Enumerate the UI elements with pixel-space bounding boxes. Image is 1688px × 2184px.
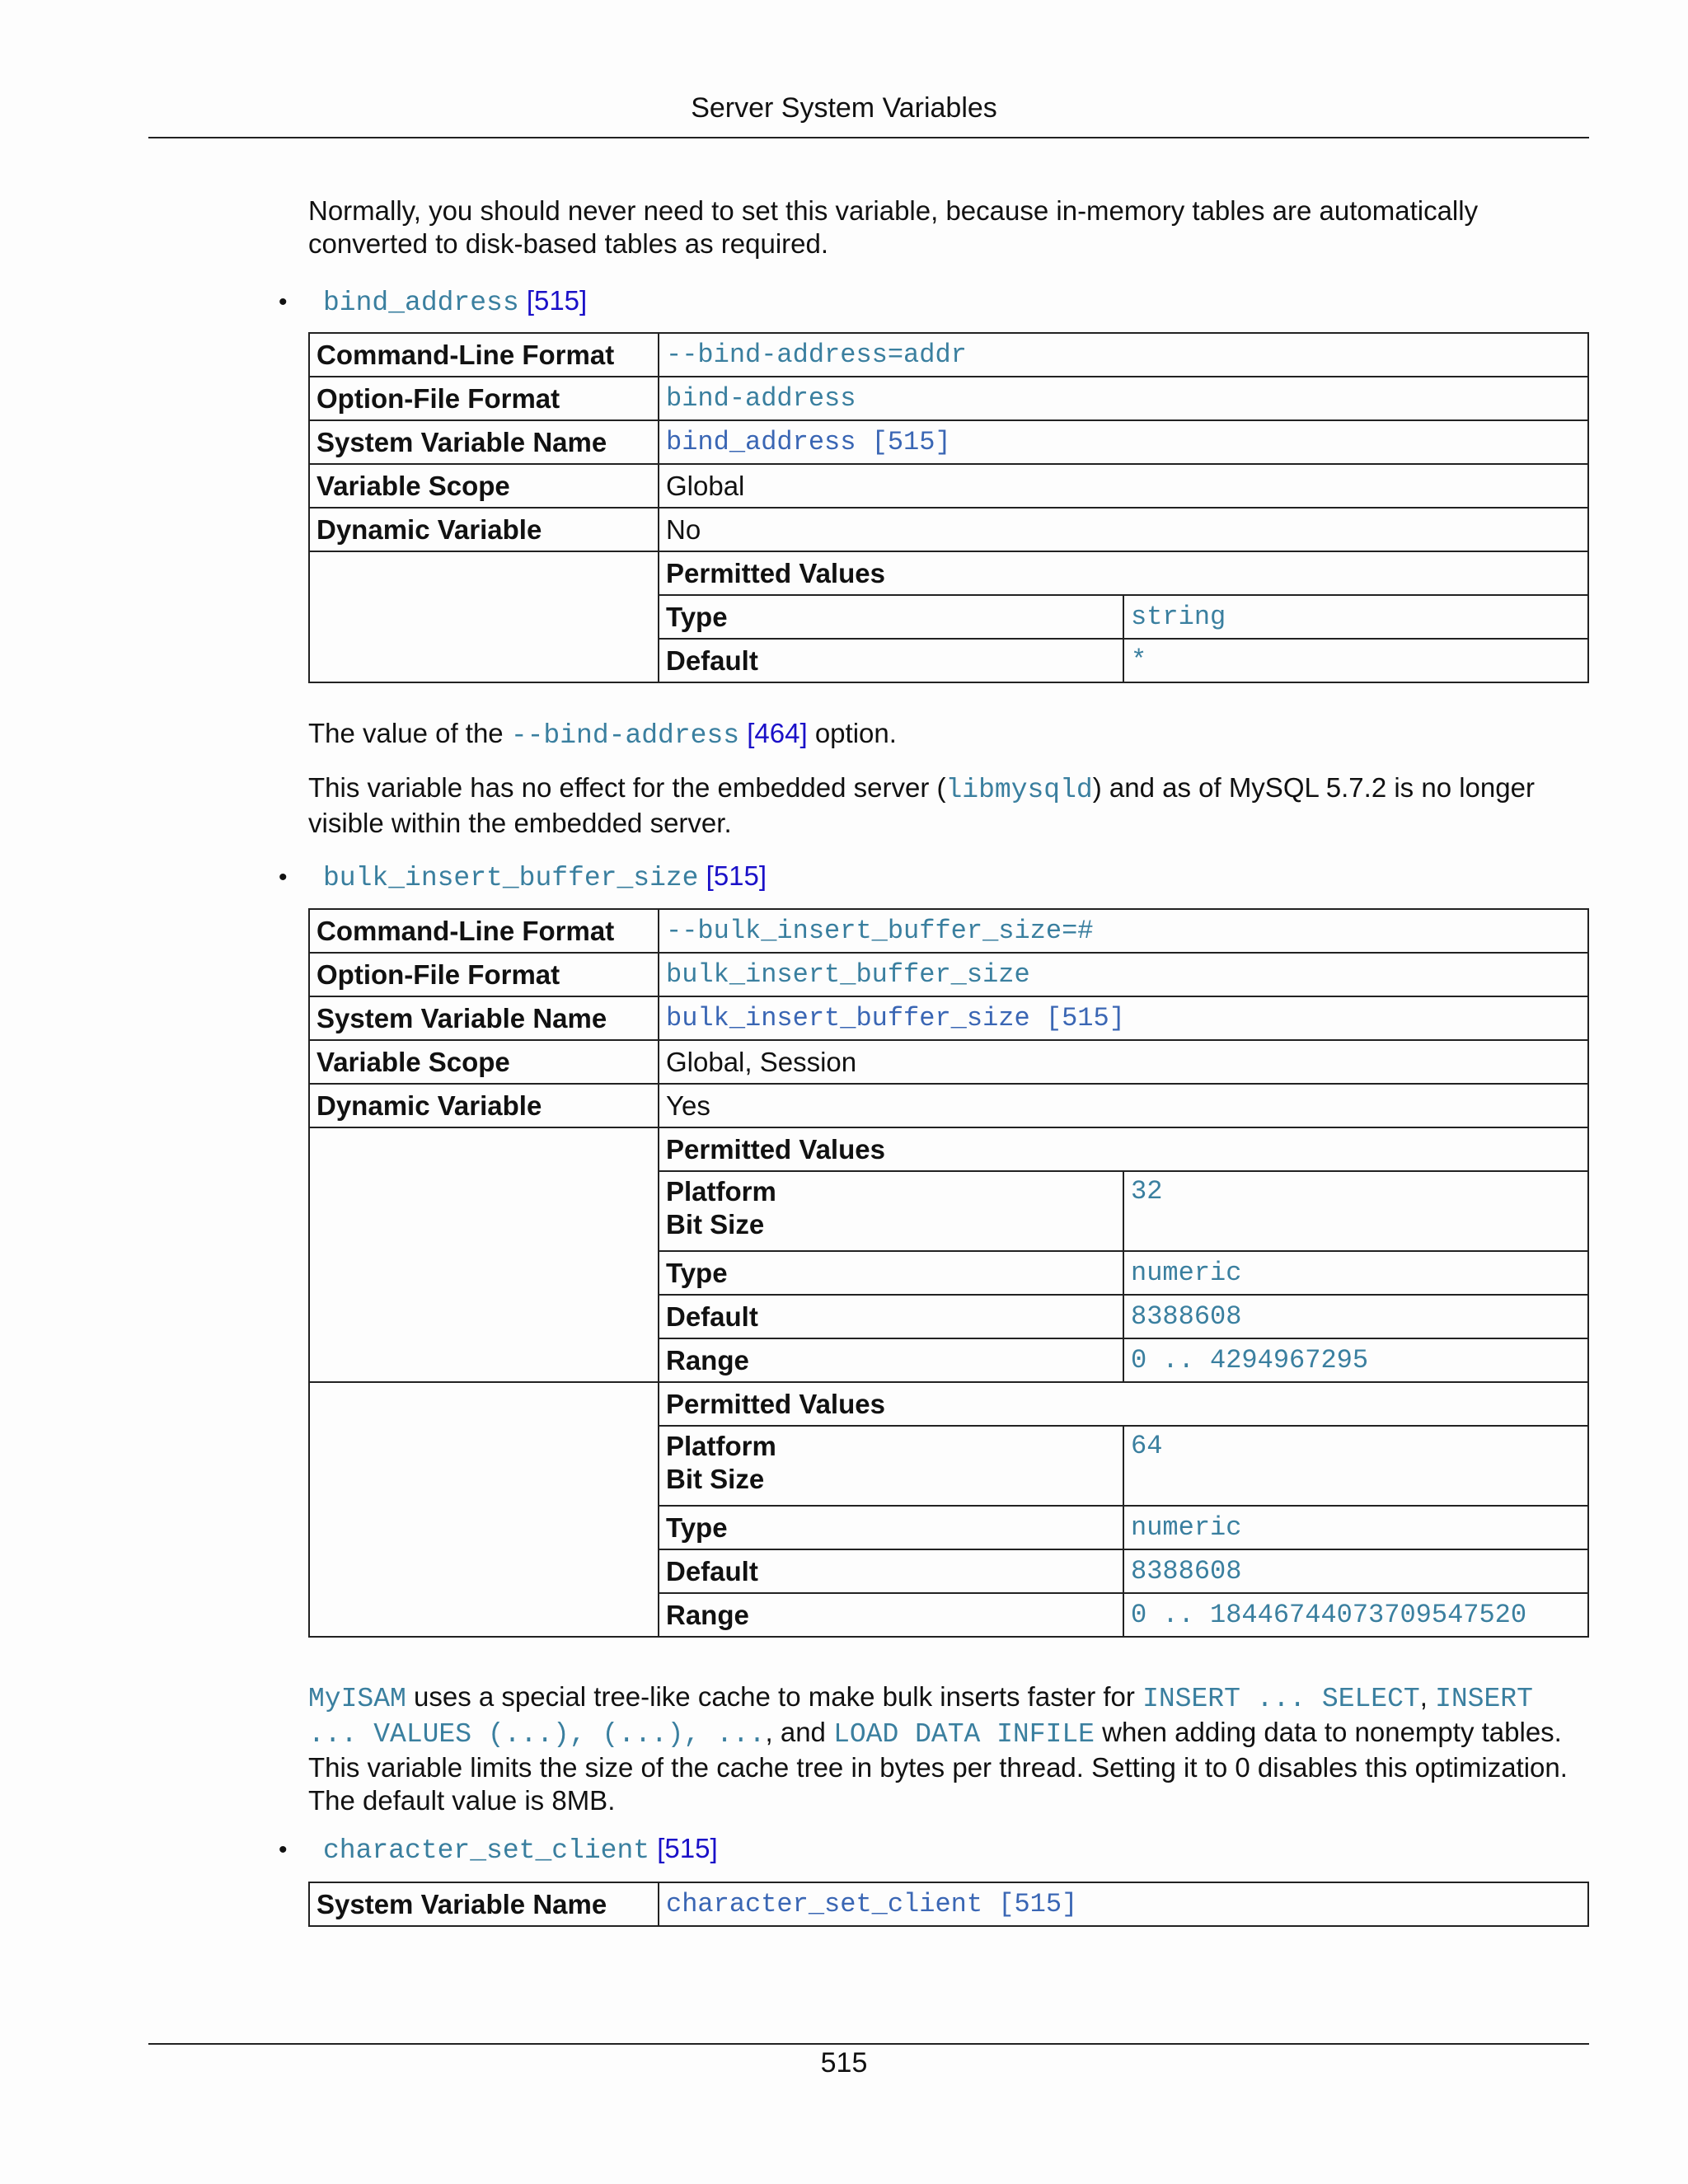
bullet-bind-address	[279, 284, 587, 320]
bulk-insert-table	[308, 908, 1589, 1638]
bullet-bulk-insert	[279, 860, 767, 895]
table-row	[309, 464, 1588, 508]
type-value: numeric	[1123, 1251, 1588, 1295]
myisam-link[interactable]: MyISAM	[308, 1684, 406, 1714]
page-ref-link[interactable]: [464]	[747, 718, 808, 748]
type-label: Type	[659, 1251, 1123, 1295]
option-file-label: Option-File Format	[309, 953, 659, 996]
platform-label: Platform	[666, 1176, 776, 1207]
table-row	[309, 551, 1588, 595]
bind-address-table	[308, 332, 1589, 683]
type-label: Type	[659, 1506, 1123, 1549]
load-data-link[interactable]: LOAD DATA INFILE	[833, 1719, 1095, 1750]
scope-label: Variable Scope	[309, 464, 659, 508]
variable-link-character-set-client[interactable]: character_set_client	[323, 1835, 650, 1866]
bit-size-label: Bit Size	[666, 1209, 765, 1240]
desc-text: This variable has no effect for the embedded server (	[308, 772, 946, 803]
system-variable-link[interactable]: character_set_client [515]	[659, 1882, 1588, 1926]
table-row	[309, 909, 1588, 953]
bullet-icon: •	[279, 1836, 288, 1863]
header-divider	[148, 137, 1589, 138]
scope-label: Variable Scope	[309, 1040, 659, 1084]
default-label: Default	[659, 1295, 1123, 1338]
desc-text: The value of the	[308, 718, 511, 748]
character-set-client-table	[308, 1882, 1589, 1927]
type-value: numeric	[1123, 1506, 1588, 1549]
bind-address-description	[308, 717, 1578, 752]
bullet-icon: •	[279, 288, 288, 316]
scope-value: Global	[659, 464, 1588, 508]
default-value: 8388608	[1123, 1295, 1588, 1338]
table-row	[309, 1084, 1588, 1127]
dynamic-value: Yes	[659, 1084, 1588, 1127]
scope-value: Global, Session	[659, 1040, 1588, 1084]
option-file-value[interactable]: bind-address	[659, 377, 1588, 420]
system-variable-link[interactable]: bulk_insert_buffer_size [515]	[659, 996, 1588, 1040]
bit-size-label: Bit Size	[666, 1464, 765, 1494]
embedded-server-note	[308, 771, 1578, 840]
desc-text: ) and as of MySQL 5.7.2 is no longer visible within the embedded server.	[308, 772, 1535, 838]
platform-bit-size-label	[659, 1426, 1123, 1506]
type-value: string	[1123, 595, 1588, 639]
dynamic-value: No	[659, 508, 1588, 551]
platform-bit-size-value: 32	[1123, 1171, 1588, 1251]
cmd-format-value[interactable]: --bind-address=addr	[659, 333, 1588, 377]
insert-values-link[interactable]: INSERT ... VALUES (...), (...), ...	[308, 1684, 1533, 1750]
bullet-character-set-client	[279, 1832, 718, 1868]
insert-select-link[interactable]: INSERT ... SELECT	[1142, 1684, 1420, 1714]
desc-text: when adding data to nonempty tables. This variable limits the size of the cache tree in bytes per thread. Setting it to 0 disables this optimization. The default value is 8MB.	[308, 1717, 1568, 1816]
libmysqld-code[interactable]: libmysqld	[945, 775, 1093, 805]
system-variable-label: System Variable Name	[309, 420, 659, 464]
empty-cell	[309, 551, 659, 682]
empty-cell	[309, 1127, 659, 1382]
table-row	[309, 333, 1588, 377]
desc-text: uses a special tree-like cache to make bulk inserts faster for	[406, 1681, 1143, 1712]
option-file-label: Option-File Format	[309, 377, 659, 420]
range-label: Range	[659, 1593, 1123, 1637]
cmd-format-label: Command-Line Format	[309, 333, 659, 377]
page-ref-link[interactable]: [515]	[657, 1833, 718, 1863]
page-header-title: Server System Variables	[691, 92, 997, 124]
system-variable-link[interactable]: bind_address [515]	[659, 420, 1588, 464]
table-row	[309, 377, 1588, 420]
table-row	[309, 1882, 1588, 1926]
default-value: *	[1123, 639, 1588, 682]
page-ref-link[interactable]: [515]	[706, 860, 767, 891]
type-label: Type	[659, 595, 1123, 639]
table-row	[309, 1040, 1588, 1084]
variable-link-bulk-insert[interactable]: bulk_insert_buffer_size	[323, 863, 699, 893]
table-row	[309, 1127, 1588, 1171]
empty-cell	[309, 1382, 659, 1637]
desc-text: ,	[1419, 1681, 1428, 1712]
page-ref-link[interactable]: [515]	[526, 285, 588, 316]
table-row	[309, 953, 1588, 996]
permitted-values-heading: Permitted Values	[659, 551, 1588, 595]
platform-bit-size-value: 64	[1123, 1426, 1588, 1506]
range-value: 0 .. 18446744073709547520	[1123, 1593, 1588, 1637]
table-row	[309, 508, 1588, 551]
default-value: 8388608	[1123, 1549, 1588, 1593]
table-row	[309, 420, 1588, 464]
dynamic-label: Dynamic Variable	[309, 1084, 659, 1127]
platform-label: Platform	[666, 1431, 776, 1461]
system-variable-label: System Variable Name	[309, 996, 659, 1040]
system-variable-label: System Variable Name	[309, 1882, 659, 1926]
permitted-values-heading: Permitted Values	[659, 1127, 1588, 1171]
intro-paragraph: Normally, you should never need to set this variable, because in-memory tables are automatically converted to disk-based tables as required.	[308, 195, 1479, 259]
cmd-format-value[interactable]: --bulk_insert_buffer_size=#	[659, 909, 1588, 953]
cmd-format-label: Command-Line Format	[309, 909, 659, 953]
dynamic-label: Dynamic Variable	[309, 508, 659, 551]
table-row	[309, 996, 1588, 1040]
bulk-insert-description	[308, 1680, 1578, 1817]
default-label: Default	[659, 1549, 1123, 1593]
variable-link-bind-address[interactable]: bind_address	[323, 288, 519, 318]
page-number: 515	[820, 2047, 868, 2079]
option-link[interactable]: --bind-address	[510, 720, 740, 751]
desc-text: , and	[765, 1717, 834, 1747]
option-file-value[interactable]: bulk_insert_buffer_size	[659, 953, 1588, 996]
table-row	[309, 1382, 1588, 1426]
default-label: Default	[659, 639, 1123, 682]
permitted-values-heading: Permitted Values	[659, 1382, 1588, 1426]
range-value: 0 .. 4294967295	[1123, 1338, 1588, 1382]
desc-text: option.	[807, 718, 897, 748]
platform-bit-size-label	[659, 1171, 1123, 1251]
bullet-icon: •	[279, 864, 288, 891]
footer-divider	[148, 2043, 1589, 2045]
range-label: Range	[659, 1338, 1123, 1382]
